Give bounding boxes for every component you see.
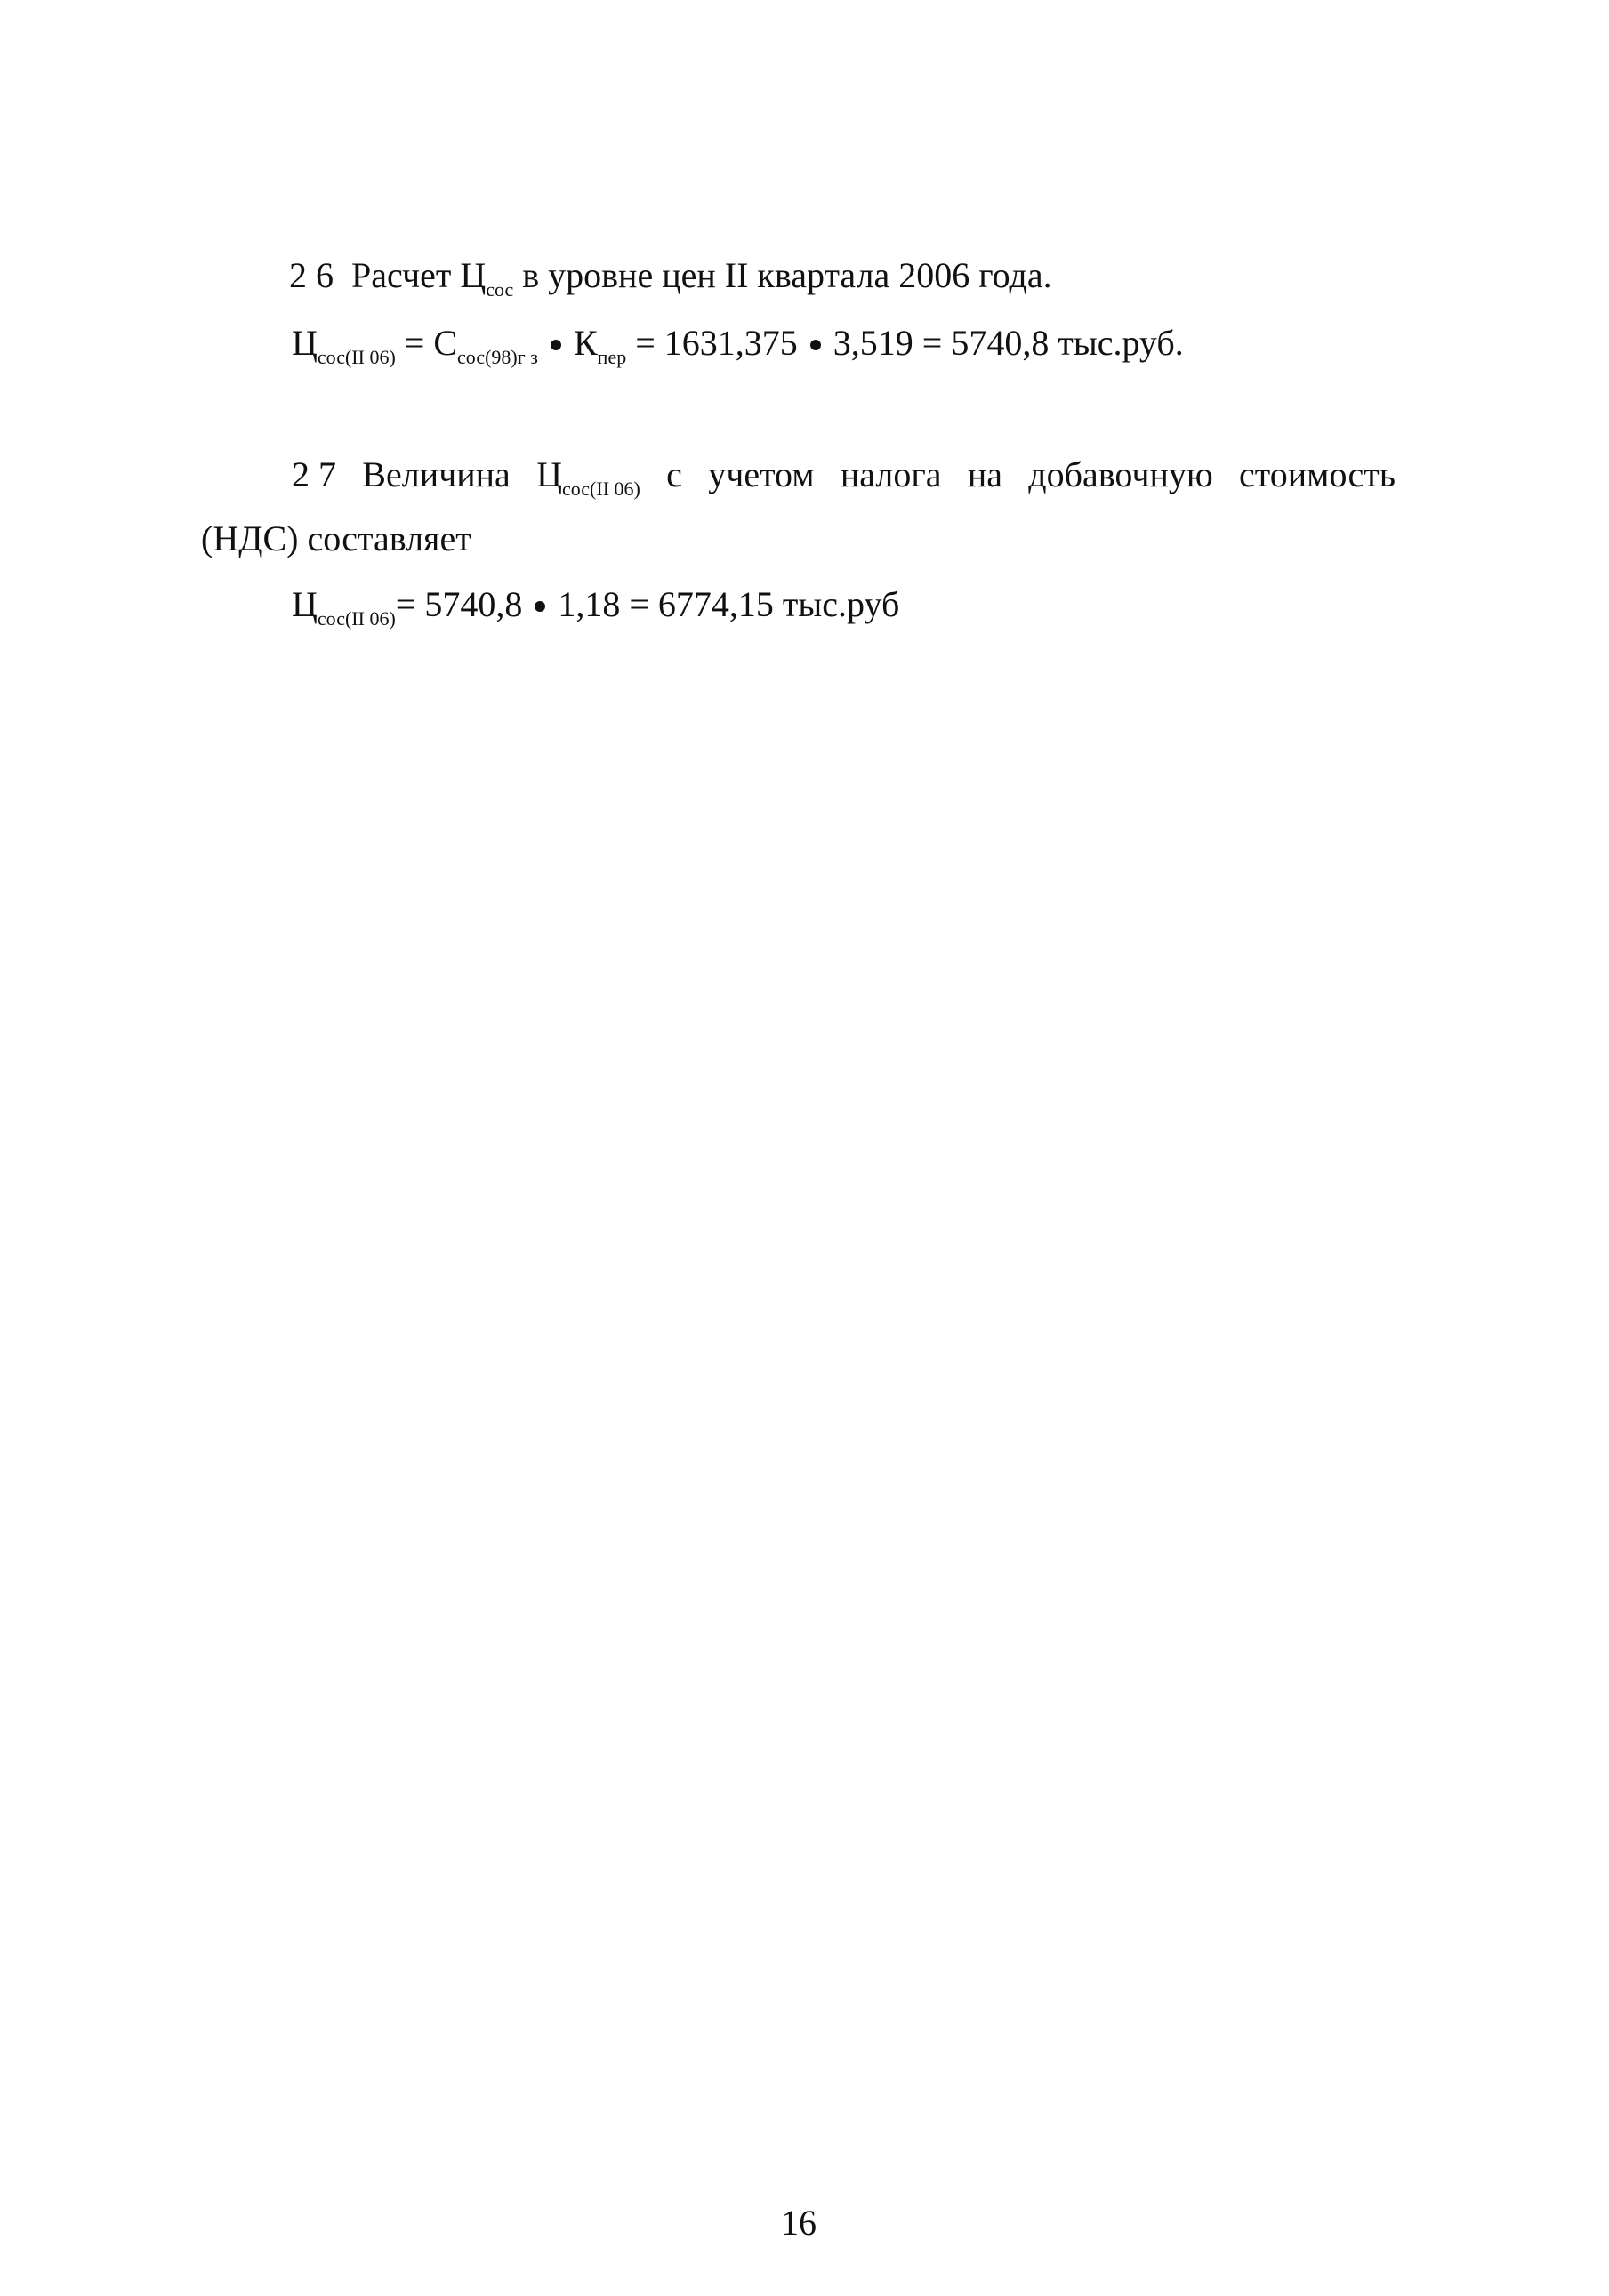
multiply-dot-icon [535,601,545,612]
section-2-7-first-line [292,454,1396,500]
paragraph-word: учетом [708,454,815,494]
section-2-6-formula [292,322,1184,368]
formula-result: 6774,15 тыс.руб [657,584,900,624]
multiply-dot-icon [551,340,561,350]
price-symbol: Ц [460,255,487,295]
formula-lhs: Ц [292,323,318,363]
paragraph-text: (НДС) составляет [201,518,471,558]
formula-lhs-subscript: сос(II 06) [317,346,396,368]
section-2-7-second-line [201,518,471,560]
equals-sign: = [921,323,943,363]
multiply-dot-icon [810,340,821,350]
section-number: 2 7 [292,454,336,494]
formula-value-1: 5740,8 [424,584,523,624]
price-symbol-subscript: сос [486,278,514,301]
section-2-7-formula [292,583,900,630]
paragraph-word: стоимость [1239,454,1396,494]
equals-sign: = [395,584,416,624]
section-number: 2 6 [289,255,334,295]
heading-text-rest: в уровне цен II квартала 2006 года. [522,255,1052,295]
formula-value-2: 1,18 [558,584,621,624]
formula-lhs-subscript: сос(II 06) [317,607,396,630]
heading-text: Расчет [351,255,452,295]
formula-term-1: С [433,323,458,363]
paragraph-word: добавочную [1028,454,1213,494]
paragraph-word: налога [840,454,942,494]
price-symbol-subscript: сос(II 06) [561,478,640,500]
paragraph-word: на [967,454,1002,494]
formula-term-2-subscript: пер [597,346,627,368]
paragraph-word: с [666,454,682,494]
formula-value-2: 3,519 [833,323,913,363]
formula-value-1: 1631,375 [664,323,798,363]
page-number: 16 [781,2203,817,2243]
equals-sign: = [404,323,425,363]
formula-term-2: К [573,323,598,363]
price-symbol: Ц [536,454,562,494]
formula-result: 5740,8 тыс.руб. [951,323,1184,363]
formula-term-1-subscript: сос(98)г з [457,346,538,368]
paragraph-word: Величина [362,454,511,494]
section-2-6-heading [289,254,1052,301]
equals-sign: = [629,584,649,624]
equals-sign: = [635,323,656,363]
price-symbol-group [536,454,640,500]
formula-lhs: Ц [292,584,318,624]
